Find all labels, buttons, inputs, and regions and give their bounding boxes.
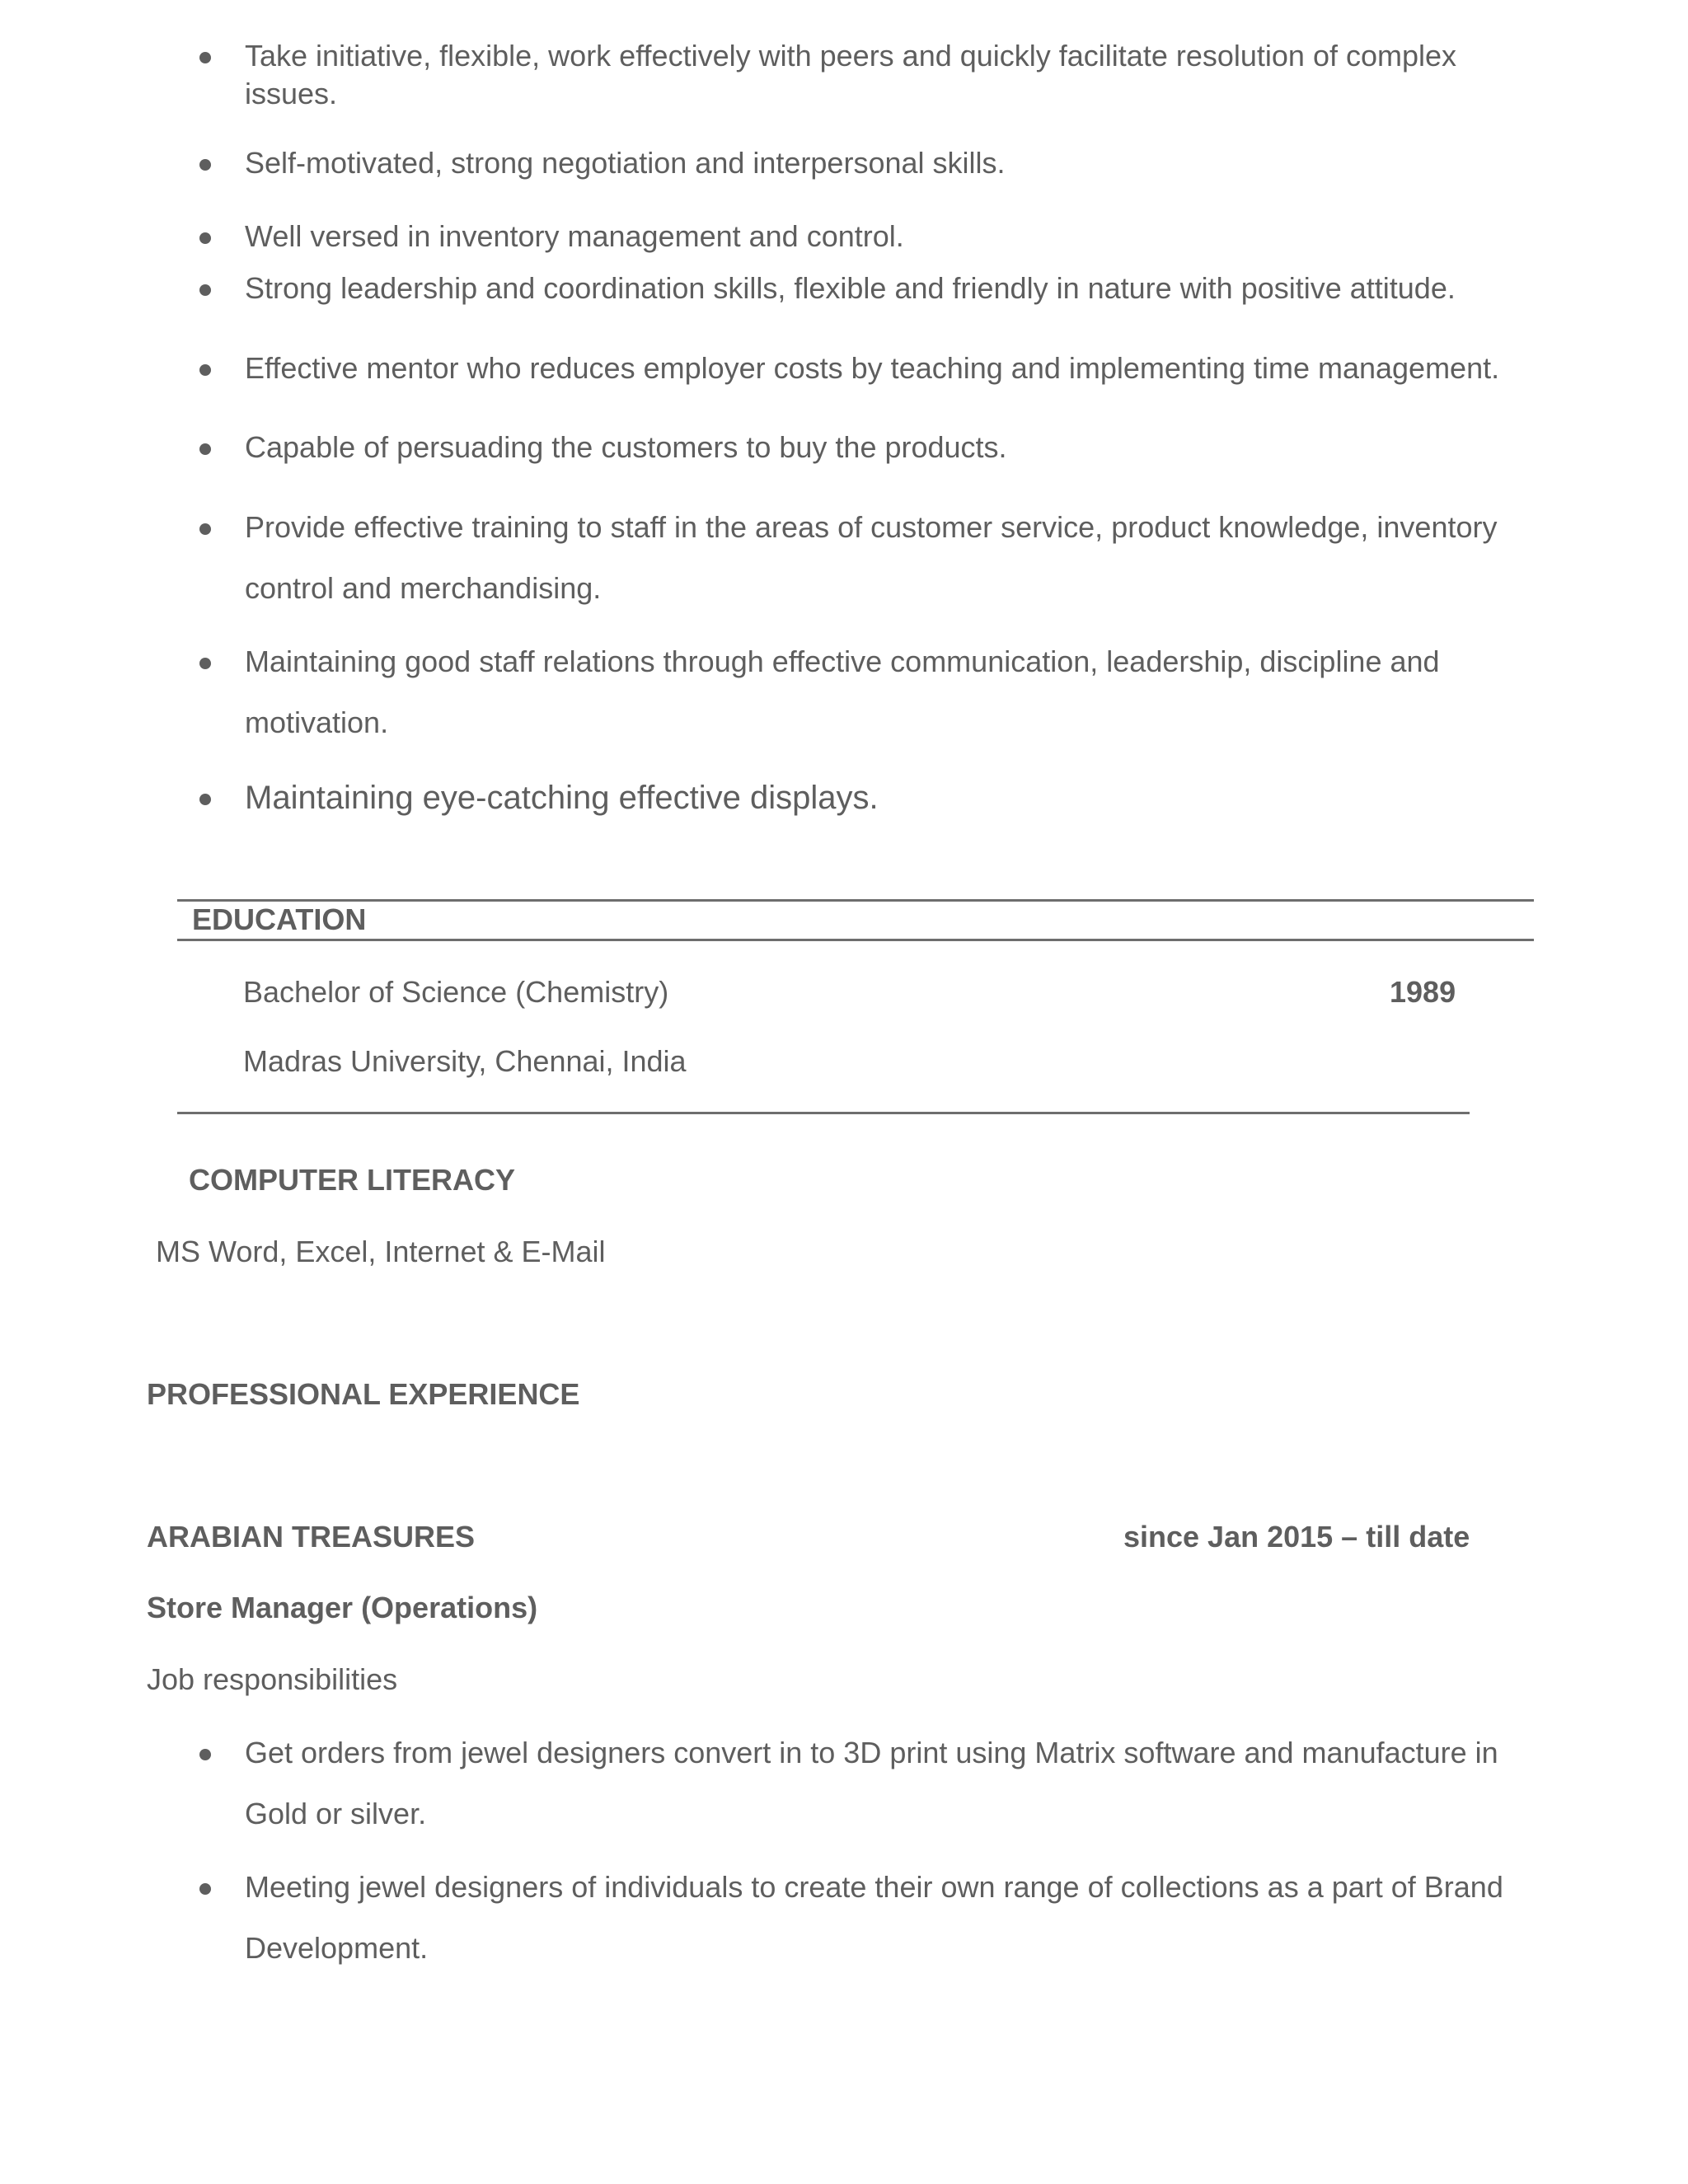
bullet-dot	[199, 1749, 211, 1760]
skill-line: motivation.	[245, 705, 389, 739]
skill-line: control and merchandising.	[245, 571, 602, 605]
education-heading: EDUCATION	[192, 902, 367, 936]
responsibility-line: Development.	[245, 1931, 429, 1965]
employment-period: since Jan 2015 – till date	[1123, 1520, 1470, 1554]
bullet-dot	[199, 284, 211, 296]
company-name: ARABIAN TREASURES	[147, 1520, 476, 1554]
bullet-dot	[199, 523, 211, 535]
section-rule	[177, 1112, 1470, 1114]
computer-literacy-details: MS Word, Excel, Internet & E-Mail	[156, 1235, 606, 1268]
bullet-dot	[199, 658, 211, 669]
responsibility-line: Gold or silver.	[245, 1797, 427, 1830]
education-degree: Bachelor of Science (Chemistry)	[243, 975, 669, 1009]
section-rule	[177, 939, 1534, 941]
responsibilities-label: Job responsibilities	[147, 1662, 398, 1696]
skill-line: Provide effective training to staff in the areas of customer service, product knowledge, inventory	[245, 510, 1498, 544]
experience-heading: PROFESSIONAL EXPERIENCE	[147, 1377, 580, 1411]
bullet-dot	[199, 159, 211, 171]
responsibility-line: Meeting jewel designers of individuals to create their own range of collections as a part of Brand	[245, 1870, 1503, 1904]
skill-line: Maintaining good staff relations through effective communication, leadership, discipline and	[245, 644, 1440, 678]
section-rule	[177, 899, 1534, 902]
job-title: Store Manager (Operations)	[147, 1591, 538, 1624]
bullet-dot	[199, 794, 211, 805]
responsibility-line: Get orders from jewel designers convert in to 3D print using Matrix software and manufacture in	[245, 1736, 1498, 1769]
education-year: 1989	[1390, 975, 1456, 1009]
bullet-dot	[199, 443, 211, 455]
bullet-dot	[199, 1883, 211, 1895]
skill-line: Strong leadership and coordination skills, flexible and friendly in nature with positive attitude.	[245, 271, 1456, 305]
bullet-dot	[199, 232, 211, 244]
skill-line: Effective mentor who reduces employer costs by teaching and implementing time management.	[245, 351, 1500, 385]
skill-line: issues.	[245, 77, 338, 110]
skill-line: Maintaining eye-catching effective displays.	[245, 780, 879, 816]
skill-line: Take initiative, flexible, work effectively with peers and quickly facilitate resolution of complex	[245, 39, 1457, 73]
bullet-dot	[199, 364, 211, 376]
computer-literacy-heading: COMPUTER LITERACY	[189, 1163, 515, 1197]
bullet-dot	[199, 52, 211, 63]
skill-line: Well versed in inventory management and control.	[245, 219, 904, 253]
skill-line: Capable of persuading the customers to buy the products.	[245, 430, 1007, 464]
skill-line: Self-motivated, strong negotiation and interpersonal skills.	[245, 146, 1006, 180]
education-institution: Madras University, Chennai, India	[243, 1044, 687, 1078]
